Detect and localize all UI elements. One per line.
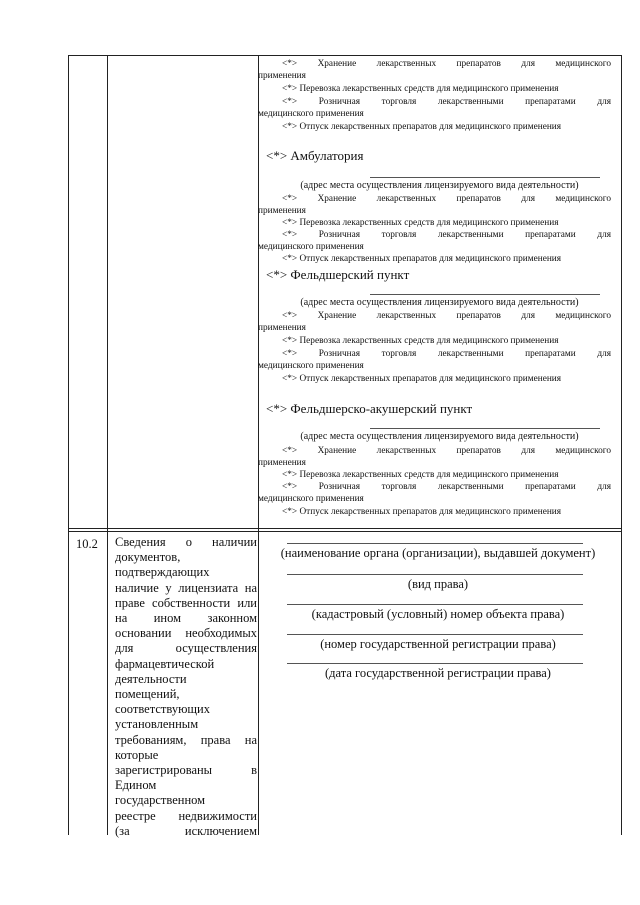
storage-line: <*> Хранение лекарственных препаратов для медицинского (282, 59, 611, 69)
address-blank-line (370, 177, 600, 178)
description-line: зарегистрированы в (115, 763, 257, 778)
retail-line-cont: медицинского применения (258, 494, 364, 504)
description-line: подтверждающих (115, 565, 210, 580)
transport-line: <*> Перевозка лекарственных средств для медицинского применения (282, 470, 559, 480)
retail-line: <*> Розничная торговля лекарственными препаратами для (282, 482, 611, 492)
address-blank-line (370, 428, 600, 429)
issuer-blank-line (287, 543, 583, 544)
description-line: государственном (115, 793, 206, 808)
fap-heading: <*> Фельдшерско-акушерский пункт (266, 401, 473, 416)
transport-line: <*> Перевозка лекарственных средств для медицинского применения (282, 218, 559, 228)
row-description (115, 535, 257, 839)
retail-line-cont: медицинского применения (258, 361, 364, 371)
description-line: праве собственности или (115, 595, 257, 610)
storage-line-cont: применения (258, 206, 306, 216)
address-caption: (адрес места осуществления лицензируемого вида деятельности) (300, 297, 579, 308)
address-caption: (адрес места осуществления лицензируемого вида деятельности) (300, 180, 579, 191)
description-line: документов, (115, 550, 181, 565)
table-border-left (68, 55, 69, 835)
registration-date-blank-line (287, 663, 583, 664)
feldsher-heading: <*> Фельдшерский пункт (266, 267, 410, 282)
retail-line: <*> Розничная торговля лекарственными препаратами для (282, 230, 611, 240)
retail-line-cont: медицинского применения (258, 109, 364, 119)
description-line: установленным (115, 717, 199, 732)
row-divider-2 (68, 531, 622, 532)
table-border-right (621, 55, 622, 835)
description-line: соответствующих (115, 702, 210, 717)
retail-line-cont: медицинского применения (258, 242, 364, 252)
ambulatory-heading: <*> Амбулатория (266, 148, 364, 163)
cadastral-blank-line (287, 604, 583, 605)
column-divider-1 (107, 55, 108, 835)
right-type-caption: (вид права) (407, 577, 469, 591)
transport-line: <*> Перевозка лекарственных средств для медицинского применения (282, 336, 559, 346)
description-line: деятельности (115, 671, 187, 686)
description-line: требованиям, права на (115, 732, 257, 747)
transport-line: <*> Перевозка лекарственных средств для медицинского применения (282, 84, 559, 94)
row-divider (68, 528, 622, 529)
address-caption: (адрес места осуществления лицензируемого вида деятельности) (300, 431, 579, 442)
issuer-caption: (наименование органа (организации), выдавшей документ) (280, 546, 596, 560)
release-line: <*> Отпуск лекарственных препаратов для медицинского применения (282, 254, 562, 264)
storage-line-cont: применения (258, 71, 306, 81)
release-line: <*> Отпуск лекарственных препаратов для медицинского применения (282, 374, 562, 384)
description-line: помещений, (115, 687, 180, 702)
table-border-top (68, 55, 622, 56)
description-line: которые (115, 747, 159, 762)
storage-line-cont: применения (258, 323, 306, 333)
release-line: <*> Отпуск лекарственных препаратов для медицинского применения (282, 122, 562, 132)
description-line: на ином законном (115, 611, 257, 626)
description-line: фармацевтической (115, 656, 215, 671)
registration-number-blank-line (287, 634, 583, 635)
description-line: основании необходимых (115, 626, 257, 641)
storage-line: <*> Хранение лекарственных препаратов для медицинского (282, 311, 611, 321)
retail-line: <*> Розничная торговля лекарственными препаратами для (282, 349, 611, 359)
description-line: для осуществления (115, 641, 257, 656)
description-line: (за исключением (115, 823, 257, 838)
row-number: 10.2 (76, 537, 98, 551)
registration-number-caption: (номер государственной регистрации права) (320, 637, 556, 651)
storage-line: <*> Хранение лекарственных препаратов для медицинского (282, 446, 611, 456)
right-type-blank-line (287, 574, 583, 575)
description-line: наличие у лицензиата на (115, 580, 257, 595)
release-line: <*> Отпуск лекарственных препаратов для медицинского применения (282, 507, 562, 517)
storage-line-cont: применения (258, 458, 306, 468)
description-line: Сведения о наличии (115, 535, 257, 549)
description-line: Едином (115, 778, 157, 793)
storage-line: <*> Хранение лекарственных препаратов для медицинского (282, 194, 611, 204)
registration-date-caption: (дата государственной регистрации права) (325, 666, 551, 680)
description-line: реестре недвижимости (115, 808, 257, 823)
cadastral-caption: (кадастровый (условный) номер объекта права) (311, 607, 565, 621)
address-blank-line (370, 294, 600, 295)
retail-line: <*> Розничная торговля лекарственными препаратами для (282, 97, 611, 107)
